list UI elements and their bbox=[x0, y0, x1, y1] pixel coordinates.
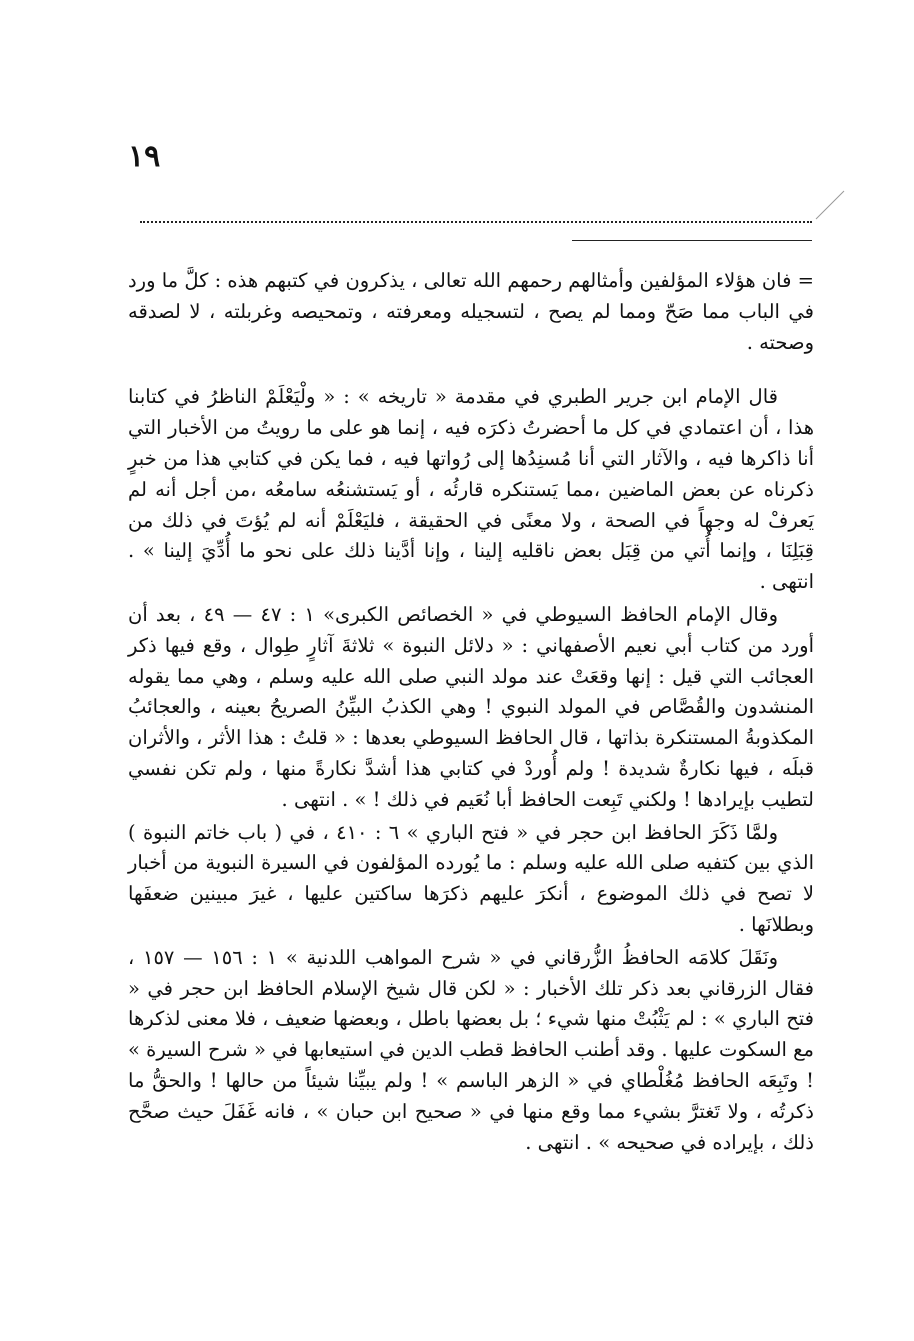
paragraph-1: = فان هؤلاء المؤلفين وأمثالهم رحمهم الله تعالى ، يذكرون في كتبهم هذه : كلَّ ما ورد في الباب مما صَحّ ومما لم يصح ، لتسجيله ومعرفته ، وتمحيصه وغربلته ، لا لصدقه وصحته . bbox=[128, 269, 814, 354]
page-number: ١٩ bbox=[128, 139, 161, 174]
paragraph-3: وقال الإمام الحافظ السيوطي في « الخصائص الكبرى» ١ : ٤٧ — ٤٩ ، بعد أن أورد من كتاب أبي نعيم الأصفهاني : « دلائل النبوة » ثلاثةَ آثارٍ طِوال ، وقع فيها ذكر العجائب التي قيل : إنها وقعَتْ عند مولد النبي صلى الله عليه وسلم ، وهي مما يقوله المنشدون والقُصَّاص في المولد النبوي ! وهي الكذبُ البيِّنُ الصريحُ بعينه ، والعجائبُ المكذوبةُ المستنكرة بذاتها ، قال الحافظ السيوطي بعدها : « قلتُ : هذا الأثر ، والأثران قبلَه ، فيها نكارةٌ شديدة ! ولم أُوردْ في كتابي هذا أشدَّ نكارةً منها ، ولم تكن نفسي لتطيب بإيرادها ! ولكني تَبِعت الحافظ أبا نُعَيم في ذلك ! » . انتهى . bbox=[128, 602, 814, 811]
paragraph-2: قال الإمام ابن جرير الطبري في مقدمة « تاريخه » : « ولْيَعْلَمْ الناظرُ في كتابنا هذا ، أن اعتمادي في كل ما أحضرتُ ذكرَه فيه ، إنما هو على ما رويتُ من الأخبار التي أنا ذاكرها فيه ، والآثار التي أنا مُسنِدُها إلى رُواتها فيه ، فما يكن في كتابي هذا من خبرٍ ذكرناه عن بعض الماضين ،مما يَستنكره قارئُه ، أو يَستشنعُه سامعُه ،من أجل أنه لم يَعرفْ له وجهاً في الصحة ، ولا معنًى في الحقيقة ، فليَعْلَمْ أنه لم يُؤتَ في ذلك من قِبَلِنَا ، وإنما أُتي من قِبَل بعض ناقليه إلينا ، وإنا أدَّينا ذلك على نحو ما أُدِّيَ إلينا » . انتهى . bbox=[128, 385, 814, 594]
corner-pencil-mark bbox=[800, 185, 860, 225]
paragraph-4: ولمَّا ذَكَرَ الحافظ ابن حجر في « فتح الباري » ٦ : ٤١٠ ، في ( باب خاتم النبوة ) الذي بين كتفيه صلى الله عليه وسلم : ما يُورده المؤلفون في السيرة النبوية من أخبار لا تصح في ذلك الموضوع ، أنكرَ عليهم ذكرَها ساكتين عليها ، غيرَ مبينين ضعفَها وبطلانَها . bbox=[128, 820, 814, 936]
dotted-separator bbox=[140, 221, 812, 223]
paragraph-5: ونَقَلَ كلامَه الحافظُ الزُّرقاني في « شرح المواهب اللدنية » ١ : ١٥٦ — ١٥٧ ، فقال الزرقاني بعد ذكر تلك الأخبار : « لكن قال شيخ الإسلام الحافظ ابن حجر في « فتح الباري » : لم يَثْبُتْ منها شيء ؛ بل بعضها باطل ، وبعضها ضعيف ، فلا معنى لذكرها مع السكوت عليها . وقد أطنب الحافظ قطب الدين في استيعابها في « شرح السيرة » ! وتَبِعَه الحافظ مُغُلْطاي في « الزهر الباسم » ! ولم يبيِّنا شيئاً من حالها ! والحقُّ ما ذكرتُه ، ولا تَغترَّ بشيء مما وقع منها في « صحيح ابن حبان » ، فانه غَفَلَ حيث صحَّح ذلك ، بإيراده في صحيحه » . انتهى . bbox=[128, 945, 814, 1154]
footnote-rule bbox=[572, 240, 812, 241]
main-text bbox=[128, 266, 814, 1158]
